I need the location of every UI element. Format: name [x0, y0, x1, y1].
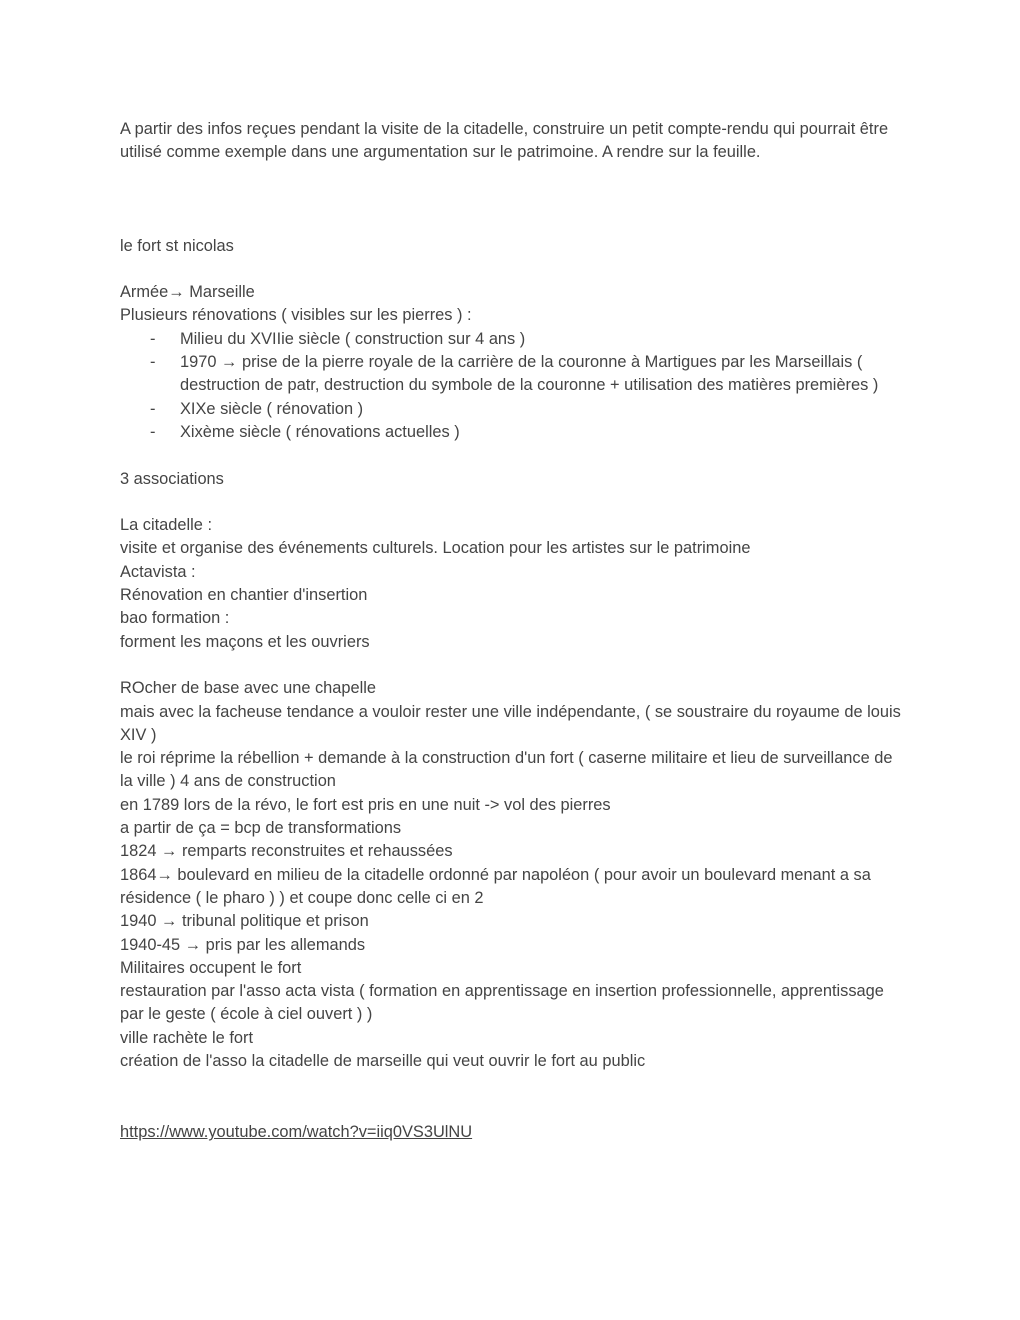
- association-line: visite et organise des événements culturels. Location pour les artistes sur le patrimoine: [120, 539, 751, 558]
- history-line: 1940 → tribunal politique et prison: [120, 912, 369, 931]
- association-line: La citadelle :: [120, 516, 213, 535]
- history-line: ville rachète le fort: [120, 1028, 254, 1047]
- associations-heading: 3 associations: [120, 469, 224, 488]
- list-item: - Milieu du XVIIie siècle ( construction sur 4 ans ): [120, 328, 905, 351]
- history-line: en 1789 lors de la révo, le fort est pris en une nuit -> vol des pierres: [120, 795, 611, 814]
- spacer: [120, 654, 905, 677]
- link-paragraph: [120, 1121, 905, 1144]
- history-line: le roi réprime la rébellion + demande à la construction d'un fort ( caserne militaire et lieu de surveillance de la ville ) 4 ans de construction: [120, 749, 893, 791]
- spacer: [120, 491, 905, 514]
- history-line: création de l'asso la citadelle de marseille qui veut ouvrir le fort au public: [120, 1051, 646, 1070]
- youtube-link[interactable]: https://www.youtube.com/watch?v=iiq0VS3UlNU: [120, 1123, 473, 1142]
- spacer: [120, 1073, 905, 1121]
- history-line: 1824 → remparts reconstruites et rehaussées: [120, 842, 453, 861]
- list-item: - 1970 → prise de la pierre royale de la carrière de la couronne à Martigues par les Marseillais ( destruction de patr, destruction du symbole de la couronne + utilisation des matières premières ): [120, 351, 905, 398]
- spacer: [120, 258, 905, 281]
- document-page: [120, 118, 905, 1145]
- association-line: bao formation :: [120, 609, 230, 628]
- history-line: 1940-45 → pris par les allemands: [120, 935, 366, 954]
- history-line: Militaires occupent le fort: [120, 958, 302, 977]
- list-item: - XIXe siècle ( rénovation ): [120, 398, 905, 421]
- army-line: Armée→ Marseille: [120, 283, 255, 302]
- association-line: Actavista :: [120, 562, 196, 581]
- history-line: restauration par l'asso acta vista ( formation en apprentissage en insertion professionnelle, apprentissage par le geste ( école à ciel ouvert ) ): [120, 982, 884, 1024]
- spacer: [120, 165, 905, 235]
- spacer: [120, 444, 905, 467]
- renovations-list: [120, 328, 905, 444]
- list-item: - Xixème siècle ( rénovations actuelles ): [120, 421, 905, 444]
- history-line: mais avec la facheuse tendance a vouloir rester une ville indépendante, ( se soustraire du royaume de louis XIV ): [120, 702, 901, 744]
- history-line: ROcher de base avec une chapelle: [120, 679, 377, 698]
- document-title: le fort st nicolas: [120, 236, 234, 255]
- history-line: 1864→ boulevard en milieu de la citadelle ordonné par napoléon ( pour avoir un boulevard menant a sa résidence ( le pharo ) ) et coupe donc celle ci en 2: [120, 865, 871, 907]
- history-line: a partir de ça = bcp de transformations: [120, 819, 402, 838]
- renovations-heading: Plusieurs rénovations ( visibles sur les pierres ) :: [120, 306, 472, 325]
- association-line: forment les maçons et les ouvriers: [120, 632, 370, 651]
- association-line: Rénovation en chantier d'insertion: [120, 586, 368, 605]
- intro-paragraph: A partir des infos reçues pendant la visite de la citadelle, construire un petit compte-rendu qui pourrait être utilisé comme exemple dans une argumentation sur le patrimoine. A rendre sur la feuille.: [120, 120, 889, 162]
